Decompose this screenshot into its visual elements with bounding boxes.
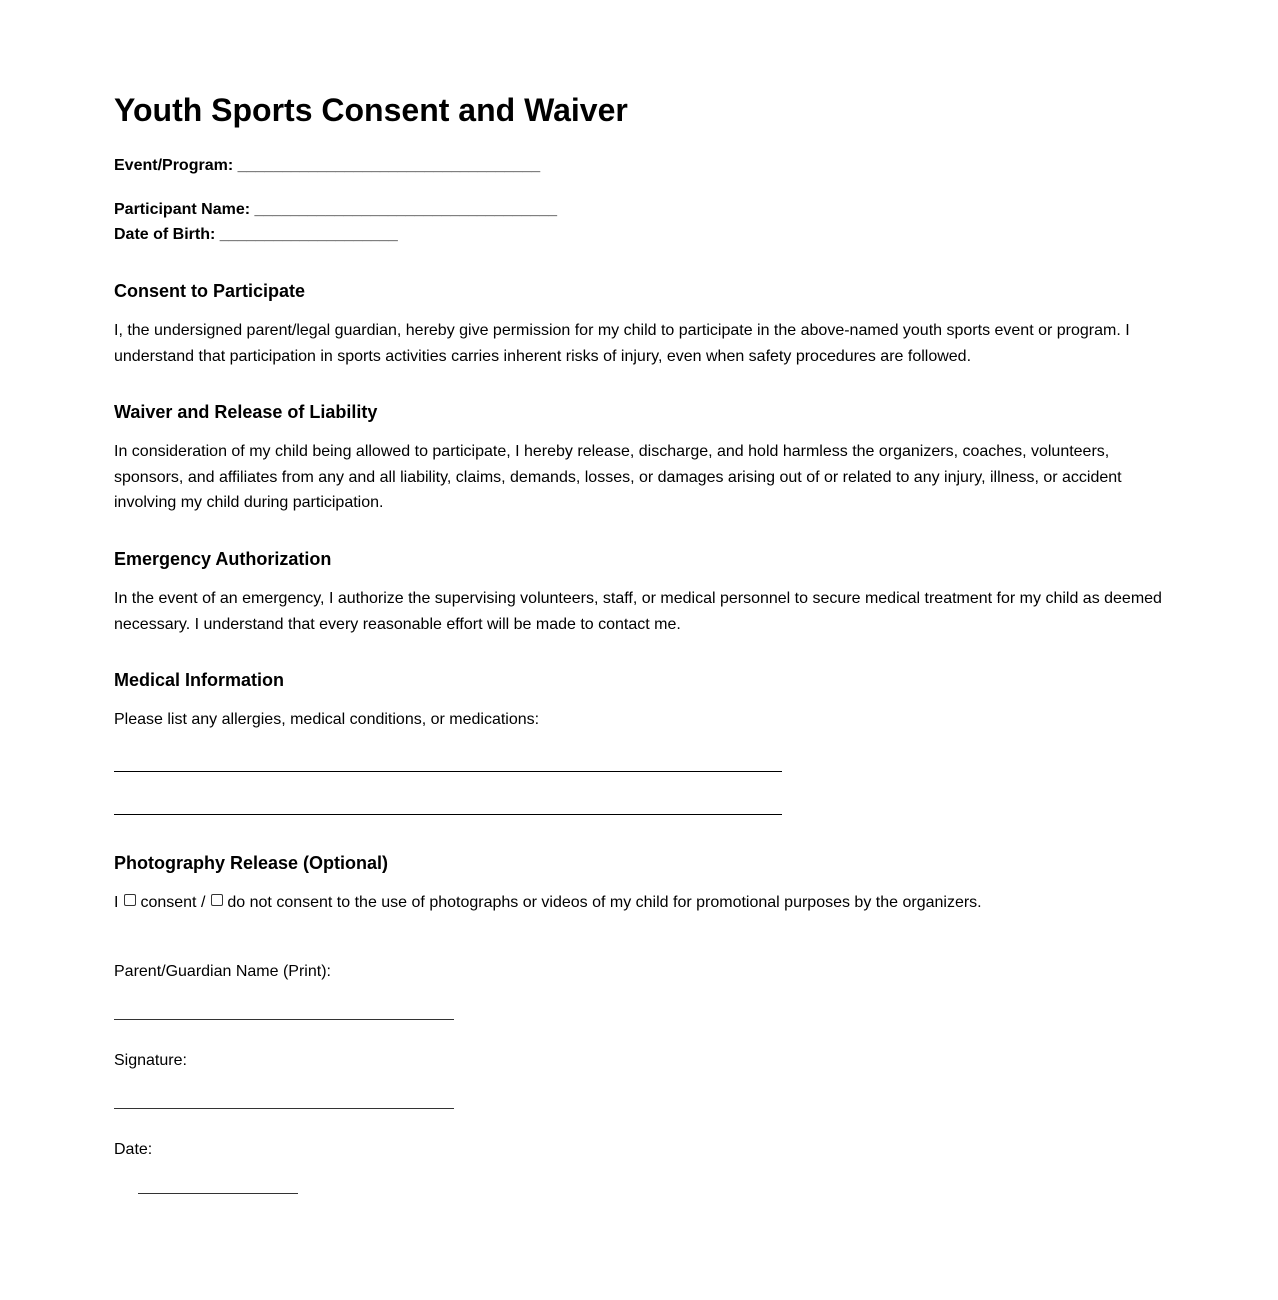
emergency-text: In the event of an emergency, I authorize the supervising volunteers, staff, or medical personnel to secure medical treatment for my child as deemed necessary. I understand that every reasonable effort will be made to contact me. bbox=[114, 590, 1162, 633]
signature-label: Signature: bbox=[114, 1052, 187, 1069]
no-consent-option-label: do not consent to the use of photographs or videos of my child for promotional purposes by the organizers. bbox=[227, 894, 982, 911]
event-program-field bbox=[114, 156, 540, 176]
guardian-name-label: Parent/Guardian Name (Print): bbox=[114, 963, 331, 980]
medical-heading: Medical Information bbox=[114, 670, 285, 690]
photo-prefix: I bbox=[114, 894, 119, 911]
consent-heading: Consent to Participate bbox=[114, 281, 306, 301]
consent-text: I, the undersigned parent/legal guardian, hereby give permission for my child to participate in the above-named youth sports event or program. I understand that participation in sports activities carries inherent risks of injury, even when safety procedures are followed. bbox=[114, 322, 1130, 365]
consent-option-label: consent / bbox=[140, 894, 206, 911]
medical-prompt: Please list any allergies, medical conditions, or medications: bbox=[114, 711, 540, 728]
date-of-birth-field bbox=[114, 225, 398, 245]
guardian-name-line[interactable] bbox=[114, 1019, 454, 1020]
date-of-birth-blank[interactable]: ____________________ bbox=[219, 226, 398, 243]
consent-checkbox[interactable] bbox=[124, 894, 136, 906]
emergency-heading: Emergency Authorization bbox=[114, 549, 332, 569]
no-consent-checkbox[interactable] bbox=[211, 894, 223, 906]
participant-name-blank[interactable]: __________________________________ bbox=[254, 201, 558, 218]
participant-name-field bbox=[114, 200, 557, 220]
date-of-birth-label: Date of Birth: bbox=[114, 226, 216, 243]
waiver-heading: Waiver and Release of Liability bbox=[114, 402, 378, 422]
event-program-label: Event/Program: bbox=[114, 157, 234, 174]
event-program-blank[interactable]: __________________________________ bbox=[237, 157, 541, 174]
date-line[interactable] bbox=[138, 1193, 298, 1194]
waiver-text: In consideration of my child being allowed to participate, I hereby release, discharge, and hold harmless the organizers, coaches, volunteers, sponsors, and affiliates from any and all liability, claims, demands, losses, or damages arising out of or related to any injury, illness, or accident involving my child during participation. bbox=[114, 443, 1122, 511]
photo-heading: Photography Release (Optional) bbox=[114, 853, 389, 873]
medical-line-1[interactable] bbox=[114, 771, 782, 772]
participant-name-label: Participant Name: bbox=[114, 201, 251, 218]
medical-line-2[interactable] bbox=[114, 814, 782, 815]
signature-line[interactable] bbox=[114, 1108, 454, 1109]
date-label: Date: bbox=[114, 1141, 153, 1158]
photo-release-line bbox=[114, 893, 982, 913]
document-title: Youth Sports Consent and Waiver bbox=[114, 92, 628, 128]
